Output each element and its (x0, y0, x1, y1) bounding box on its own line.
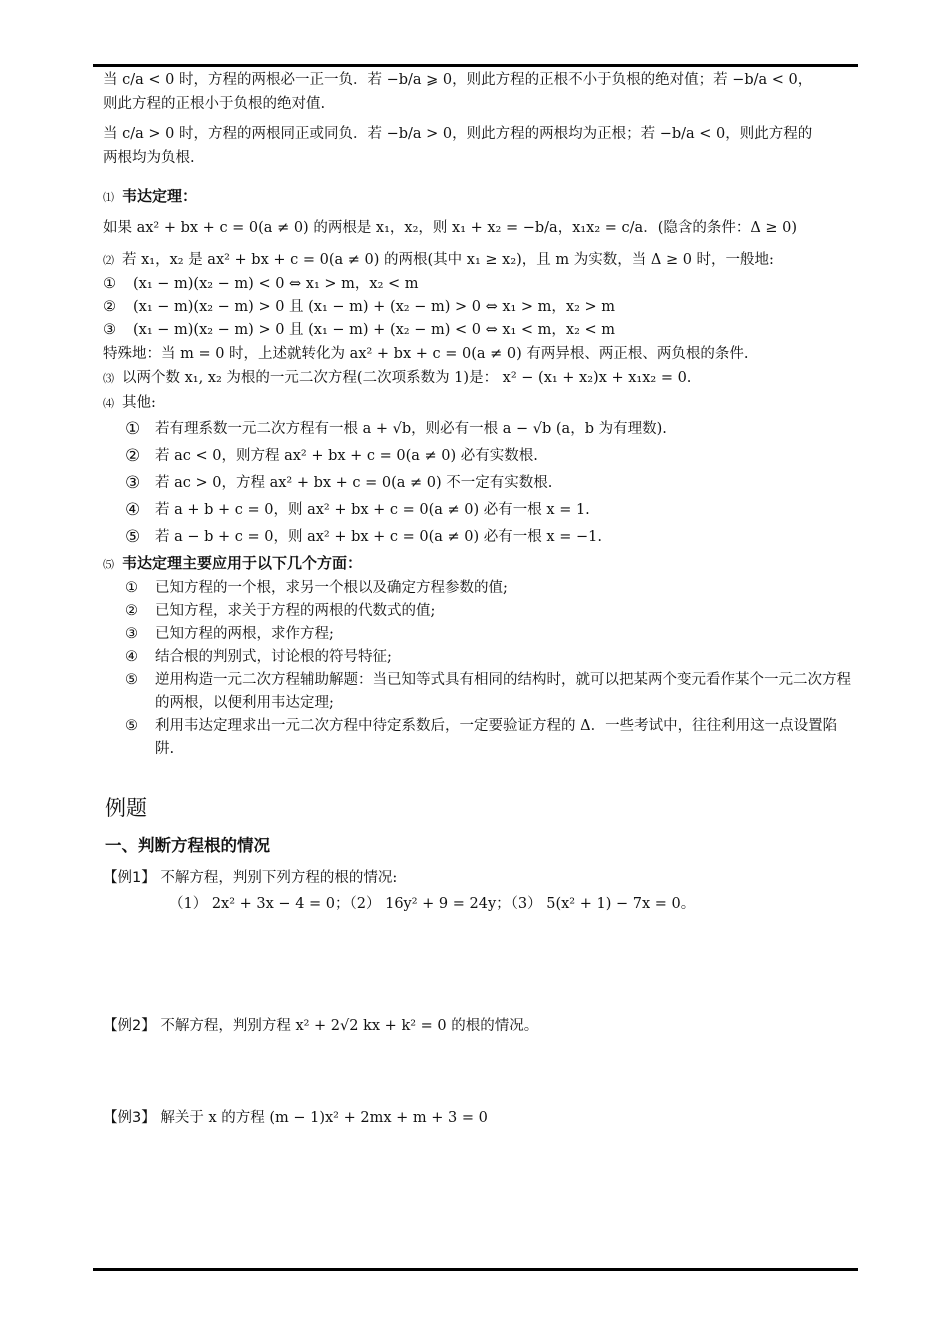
item-text: 已知方程的两根，求作方程; (155, 626, 334, 642)
item-text: 逆用构造一元二次方程辅助解题：当已知等式具有相同的结构时，就可以把某两个变元看作某个一元二次方程的两根，以便利用韦达定理; (155, 672, 851, 711)
list-item (103, 273, 853, 296)
list-item (125, 600, 853, 623)
item-marker: ① (103, 276, 116, 292)
bottom-rule (93, 1268, 858, 1271)
example-2-label: 【例2】 (103, 1018, 156, 1034)
item-marker: ① (125, 419, 141, 439)
item-text: (x₁ − m)(x₂ − m) > 0 且 (x₁ − m) + (x₂ − m) < 0 ⇔ x₁ < m，x₂ < m (133, 322, 616, 338)
list-item (125, 577, 853, 600)
section-5-list (103, 577, 853, 761)
list-item (125, 470, 853, 497)
list-item (125, 497, 853, 524)
item-text: (x₁ − m)(x₂ − m) > 0 且 (x₁ − m) + (x₂ − m) > 0 ⇔ x₁ > m，x₂ > m (133, 299, 616, 315)
item-marker: ② (125, 446, 141, 466)
example-3-text: 解关于 x 的方程 (m − 1)x² + 2mx + m + 3 = 0 (160, 1110, 488, 1126)
section-1-number: ⑴ (103, 191, 114, 204)
item-text: 若 a + b + c = 0，则 ax² + bx + c = 0(a ≠ 0) 必有一根 x = 1. (155, 502, 590, 518)
item-marker: ④ (125, 649, 138, 665)
list-item (125, 416, 853, 443)
section-4-title: 其他: (122, 395, 156, 411)
section-4-heading (103, 391, 853, 416)
example-2-text: 不解方程，判别方程 x² + 2√2 kx + k² = 0 的根的情况。 (160, 1018, 539, 1034)
section-3-number: ⑶ (103, 372, 114, 385)
item-text: 若有理系数一元二次方程有一根 a + √b，则必有一根 a − √b (a，b 为有理数). (155, 421, 667, 437)
section-5-title: 韦达定理主要应用于以下几个方面： (122, 554, 363, 572)
item-text: 已知方程的一个根，求另一个根以及确定方程参数的值; (155, 580, 508, 596)
section-2-list (103, 273, 853, 342)
example-2 (103, 1013, 853, 1039)
top-rule (93, 64, 858, 67)
paragraph-2: 当 c/a > 0 时，方程的两根同正或同负．若 −b/a > 0，则此方程的两根均为正根；若 −b/a < 0，则此方程的 (103, 126, 813, 142)
list-item (103, 319, 853, 342)
list-item (125, 623, 853, 646)
section-1-title: 韦达定理： (122, 187, 198, 205)
special-case: 特殊地：当 m = 0 时，上述就转化为 ax² + bx + c = 0(a ≠ 0) 有两异根、两正根、两负根的条件. (103, 346, 749, 362)
item-text: 若 a − b + c = 0，则 ax² + bx + c = 0(a ≠ 0) 必有一根 x = −1. (155, 529, 602, 545)
item-text: 已知方程，求关于方程的两根的代数式的值; (155, 603, 436, 619)
example-3 (103, 1105, 853, 1131)
list-item (125, 715, 853, 761)
item-marker: ② (103, 299, 116, 315)
item-marker: ③ (125, 626, 138, 642)
list-item (125, 524, 853, 551)
list-item (125, 443, 853, 470)
example-1-text: 不解方程，判别下列方程的根的情况: (160, 870, 398, 886)
examples-heading: 例题 (105, 796, 147, 820)
item-text: 若 ac < 0，则方程 ax² + bx + c = 0(a ≠ 0) 必有实数根. (155, 448, 538, 464)
paragraph-2b: 两根均为负根. (103, 150, 195, 166)
item-marker: ⑤ (125, 527, 141, 547)
section-2-text (103, 248, 853, 273)
list-item (125, 646, 853, 669)
example-3-label: 【例3】 (103, 1110, 156, 1126)
vieta-theorem: 如果 ax² + bx + c = 0(a ≠ 0) 的两根是 x₁，x₂，则 x₁ + x₂ = −b/a，x₁x₂ = c/a．(隐含的条件：Δ ≥ 0) (103, 220, 798, 236)
section-2-body: 若 x₁，x₂ 是 ax² + bx + c = 0(a ≠ 0) 的两根(其中 x₁ ≥ x₂)，且 m 为实数，当 Δ ≥ 0 时，一般地: (122, 252, 774, 268)
example-1-label: 【例1】 (103, 870, 156, 886)
examples-subheading: 一、判断方程根的情况 (105, 836, 270, 855)
item-text: 结合根的判别式，讨论根的符号特征; (155, 649, 392, 665)
item-text: 若 ac > 0，方程 ax² + bx + c = 0(a ≠ 0) 不一定有实数根. (155, 475, 553, 491)
item-marker: ⑤ (125, 718, 138, 734)
list-item (125, 669, 853, 715)
item-text: (x₁ − m)(x₂ − m) < 0 ⇔ x₁ > m，x₂ < m (133, 276, 419, 292)
item-marker: ⑤ (125, 672, 138, 688)
item-marker: ② (125, 603, 138, 619)
section-4-list (103, 416, 853, 551)
page-content (103, 68, 853, 1131)
item-marker: ③ (125, 473, 141, 493)
item-marker: ① (125, 580, 138, 596)
section-5-heading (103, 551, 853, 577)
item-marker: ④ (125, 500, 141, 520)
section-5-number: ⑸ (103, 558, 114, 571)
item-marker: ③ (103, 322, 116, 338)
section-3-text (103, 366, 853, 391)
section-3-body: 以两个数 x₁, x₂ 为根的一元二次方程(二次项系数为 1)是： x² − (x₁ + x₂)x + x₁x₂ = 0. (122, 370, 692, 386)
list-item (103, 296, 853, 319)
example-1 (103, 865, 853, 891)
section-2-number: ⑵ (103, 254, 114, 267)
item-text: 利用韦达定理求出一元二次方程中待定系数后，一定要验证方程的 Δ．一些考试中，往往利用这一点设置陷阱. (155, 718, 838, 757)
section-1-heading (103, 184, 853, 210)
section-4-number: ⑷ (103, 397, 114, 410)
paragraph-1b: 则此方程的正根小于负根的绝对值. (103, 96, 326, 112)
example-1-equations: （1） 2x² + 3x − 4 = 0；（2） 16y² + 9 = 24y；（3） 5(x² + 1) − 7x = 0。 (169, 896, 696, 912)
paragraph-1: 当 c/a < 0 时，方程的两根必一正一负．若 −b/a ⩾ 0，则此方程的正根不小于负根的绝对值；若 −b/a < 0， (103, 72, 813, 88)
